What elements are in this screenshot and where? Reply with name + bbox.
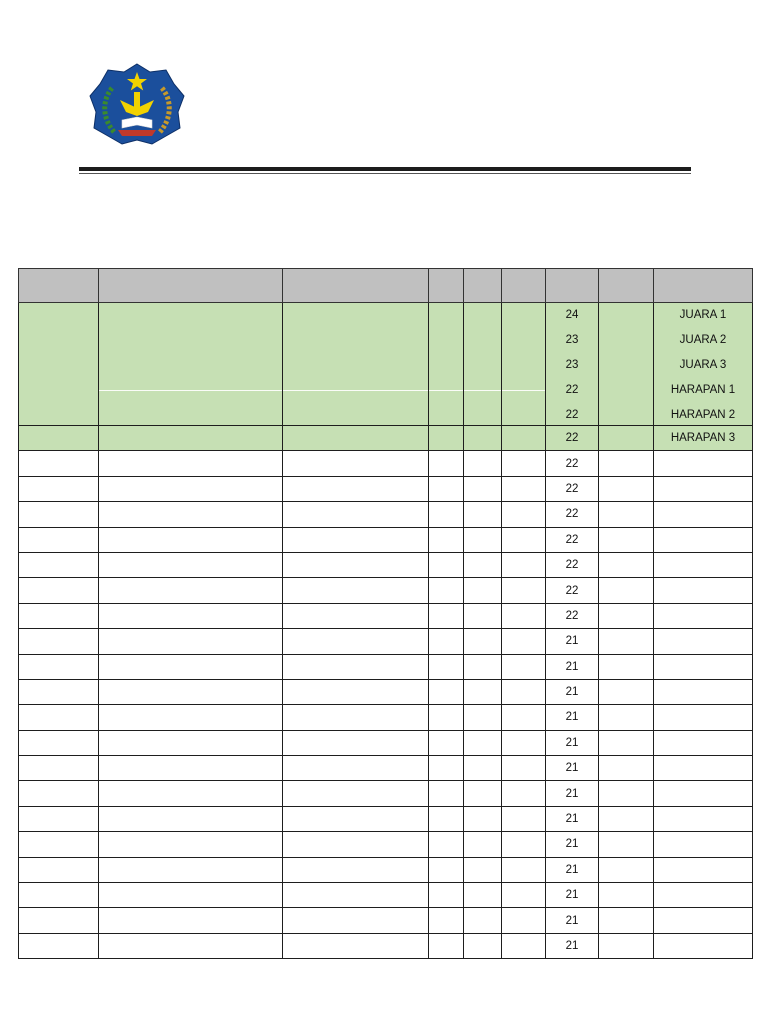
table-cell xyxy=(654,603,753,628)
table-row xyxy=(19,527,753,552)
table-cell xyxy=(464,781,502,806)
table-cell xyxy=(99,527,283,552)
table-cell xyxy=(654,730,753,755)
score-value: 21 xyxy=(546,883,599,908)
score-value: 21 xyxy=(546,730,599,755)
table-cell xyxy=(429,756,464,781)
table-cell xyxy=(99,303,283,426)
table-cell xyxy=(99,476,283,501)
table-cell xyxy=(502,502,546,527)
table-cell xyxy=(429,857,464,882)
award-stack xyxy=(654,303,753,426)
table-cell xyxy=(599,654,654,679)
score-value: 21 xyxy=(546,629,599,654)
table-cell xyxy=(19,426,99,451)
score-value: 22 xyxy=(546,578,599,603)
table-cell xyxy=(429,451,464,476)
table-cell xyxy=(654,451,753,476)
table-cell xyxy=(99,654,283,679)
table-cell xyxy=(654,883,753,908)
table-cell xyxy=(19,730,99,755)
table-cell xyxy=(654,527,753,552)
table-cell xyxy=(283,603,429,628)
table-cell xyxy=(502,552,546,577)
table-cell xyxy=(429,502,464,527)
score-value: 21 xyxy=(546,857,599,882)
table-cell xyxy=(654,908,753,933)
table-cell xyxy=(19,806,99,831)
table-cell xyxy=(99,578,283,603)
table-cell xyxy=(19,832,99,857)
table-row xyxy=(19,806,753,831)
score-stack xyxy=(546,303,599,426)
table-row xyxy=(19,933,753,958)
table-cell xyxy=(429,578,464,603)
table-cell xyxy=(19,603,99,628)
table-cell xyxy=(283,933,429,958)
table-cell xyxy=(502,629,546,654)
table-cell xyxy=(283,654,429,679)
score-value: 21 xyxy=(546,654,599,679)
score-value: 21 xyxy=(546,781,599,806)
table-cell xyxy=(19,527,99,552)
table-cell xyxy=(464,629,502,654)
table-row xyxy=(19,603,753,628)
table-cell xyxy=(654,578,753,603)
table-cell xyxy=(283,552,429,577)
table-cell xyxy=(19,857,99,882)
table-row xyxy=(19,857,753,882)
table-cell xyxy=(283,426,429,451)
table-cell xyxy=(502,857,546,882)
table-cell xyxy=(283,832,429,857)
table-cell xyxy=(429,476,464,501)
table-cell xyxy=(283,857,429,882)
table-cell xyxy=(599,552,654,577)
award-label: HARAPAN 1 xyxy=(670,384,736,396)
table-cell xyxy=(429,426,464,451)
table-cell xyxy=(464,679,502,704)
table-row xyxy=(19,781,753,806)
award-label: JUARA 2 xyxy=(679,334,727,346)
table-cell xyxy=(429,603,464,628)
table-cell xyxy=(283,781,429,806)
table-cell xyxy=(99,806,283,831)
table-cell xyxy=(464,502,502,527)
table-cell xyxy=(599,857,654,882)
table-cell xyxy=(599,908,654,933)
table-cell xyxy=(654,756,753,781)
table-cell xyxy=(599,730,654,755)
table-row xyxy=(19,502,753,527)
table-cell xyxy=(502,303,546,426)
table-cell xyxy=(283,806,429,831)
table-cell xyxy=(599,451,654,476)
table-cell xyxy=(99,933,283,958)
header-cell xyxy=(19,269,99,303)
table-cell xyxy=(429,705,464,730)
table-cell xyxy=(464,527,502,552)
table-cell xyxy=(99,552,283,577)
score-value: 22 xyxy=(546,451,599,476)
table-cell xyxy=(599,426,654,451)
header-cell xyxy=(502,269,546,303)
table-cell xyxy=(99,502,283,527)
header-rule-thin xyxy=(79,173,691,174)
table-cell xyxy=(19,705,99,730)
table-cell xyxy=(502,908,546,933)
header-cell xyxy=(546,269,599,303)
table-cell xyxy=(502,756,546,781)
table-cell xyxy=(99,451,283,476)
header-cell xyxy=(464,269,502,303)
table-cell xyxy=(502,781,546,806)
score-value: 21 xyxy=(546,908,599,933)
table-row xyxy=(19,552,753,577)
score-value: 22 xyxy=(546,502,599,527)
table-cell xyxy=(19,451,99,476)
table-cell xyxy=(283,502,429,527)
table-cell xyxy=(599,679,654,704)
table-cell xyxy=(429,552,464,577)
table-cell xyxy=(502,679,546,704)
award-label: HARAPAN 2 xyxy=(670,409,736,421)
table-cell xyxy=(464,426,502,451)
table-cell xyxy=(283,705,429,730)
table-cell xyxy=(99,705,283,730)
score-value: 21 xyxy=(546,756,599,781)
score-value: 23 xyxy=(565,359,579,371)
table-cell xyxy=(464,603,502,628)
table-cell xyxy=(464,806,502,831)
header-rule-thick xyxy=(79,167,691,171)
table-cell xyxy=(429,883,464,908)
table-cell xyxy=(464,303,502,426)
table-cell xyxy=(464,857,502,882)
table-row xyxy=(19,705,753,730)
table-row xyxy=(19,730,753,755)
emblem-torch xyxy=(134,92,140,110)
table-cell xyxy=(502,578,546,603)
table-row xyxy=(19,883,753,908)
table-cell xyxy=(99,857,283,882)
table-cell xyxy=(99,730,283,755)
table-row xyxy=(19,426,753,451)
table-cell xyxy=(19,679,99,704)
table-cell xyxy=(283,883,429,908)
table-cell xyxy=(502,527,546,552)
award-label: JUARA 3 xyxy=(679,359,727,371)
table-cell xyxy=(654,933,753,958)
table-cell xyxy=(429,908,464,933)
table-cell xyxy=(654,502,753,527)
table-cell xyxy=(283,629,429,654)
table-cell xyxy=(99,426,283,451)
table-cell xyxy=(283,578,429,603)
table-cell xyxy=(502,451,546,476)
table-cell xyxy=(19,629,99,654)
results-table xyxy=(18,268,753,959)
table-cell xyxy=(599,476,654,501)
winners-block-row xyxy=(19,303,753,426)
table-cell xyxy=(283,303,429,426)
table-cell xyxy=(283,908,429,933)
table-cell xyxy=(654,806,753,831)
table-cell xyxy=(19,756,99,781)
table-cell xyxy=(429,832,464,857)
table-cell xyxy=(464,832,502,857)
table-cell xyxy=(19,578,99,603)
table-cell xyxy=(502,883,546,908)
score-value: 21 xyxy=(546,832,599,857)
table-row xyxy=(19,832,753,857)
table-cell xyxy=(502,476,546,501)
table-header-row xyxy=(19,269,753,303)
score-value: 21 xyxy=(546,705,599,730)
score-value: 21 xyxy=(546,679,599,704)
score-value: 22 xyxy=(565,384,579,396)
table-cell xyxy=(502,730,546,755)
table-cell xyxy=(654,552,753,577)
score-value: 21 xyxy=(546,933,599,958)
table-cell xyxy=(464,883,502,908)
table-cell xyxy=(99,883,283,908)
table-cell xyxy=(654,654,753,679)
table-cell xyxy=(429,781,464,806)
table-cell xyxy=(502,705,546,730)
table-cell xyxy=(99,603,283,628)
emblem-ribbon xyxy=(118,130,156,136)
score-value: 22 xyxy=(546,527,599,552)
table-row xyxy=(19,908,753,933)
table-cell xyxy=(19,933,99,958)
table-row xyxy=(19,578,753,603)
table-cell xyxy=(283,679,429,704)
table-cell xyxy=(464,730,502,755)
table-cell xyxy=(464,451,502,476)
header-cell xyxy=(654,269,753,303)
department-emblem-icon xyxy=(88,62,186,146)
table-cell xyxy=(464,578,502,603)
score-value: 21 xyxy=(546,806,599,831)
table-cell xyxy=(99,832,283,857)
table-cell xyxy=(429,679,464,704)
award-label: HARAPAN 3 xyxy=(654,426,753,451)
table-cell xyxy=(464,552,502,577)
table-cell xyxy=(99,781,283,806)
table-row xyxy=(19,679,753,704)
table-cell xyxy=(19,552,99,577)
table-cell xyxy=(599,781,654,806)
table-cell xyxy=(502,654,546,679)
table-cell xyxy=(599,629,654,654)
table-cell xyxy=(283,476,429,501)
table-cell xyxy=(654,781,753,806)
table-cell xyxy=(429,730,464,755)
table-cell xyxy=(99,629,283,654)
table-cell xyxy=(654,629,753,654)
score-value: 22 xyxy=(565,409,579,421)
table-cell xyxy=(429,527,464,552)
table-cell xyxy=(654,857,753,882)
table-cell xyxy=(19,883,99,908)
table-row xyxy=(19,451,753,476)
table-cell xyxy=(19,781,99,806)
table-cell xyxy=(19,502,99,527)
table-cell xyxy=(429,303,464,426)
table-cell xyxy=(283,527,429,552)
table-row xyxy=(19,756,753,781)
table-cell xyxy=(464,756,502,781)
header-cell xyxy=(429,269,464,303)
header-cell xyxy=(283,269,429,303)
table-cell xyxy=(502,806,546,831)
table-cell xyxy=(464,654,502,679)
table-cell xyxy=(599,832,654,857)
score-value: 22 xyxy=(546,603,599,628)
table-cell xyxy=(19,476,99,501)
table-cell xyxy=(283,730,429,755)
table-cell xyxy=(19,908,99,933)
table-cell xyxy=(283,451,429,476)
table-cell xyxy=(502,603,546,628)
table-cell xyxy=(464,705,502,730)
table-cell xyxy=(599,883,654,908)
header-cell xyxy=(599,269,654,303)
table-cell xyxy=(599,527,654,552)
table-cell xyxy=(654,832,753,857)
table-cell xyxy=(464,476,502,501)
table-cell xyxy=(429,806,464,831)
table-cell xyxy=(429,654,464,679)
table-cell xyxy=(654,705,753,730)
table-cell xyxy=(599,603,654,628)
table-cell xyxy=(429,629,464,654)
remaining-rows xyxy=(19,451,753,959)
table-cell xyxy=(502,933,546,958)
table-cell xyxy=(599,806,654,831)
score-value: 23 xyxy=(565,334,579,346)
table-cell xyxy=(654,476,753,501)
table-cell xyxy=(283,756,429,781)
table-cell xyxy=(654,679,753,704)
table-row xyxy=(19,629,753,654)
table-cell xyxy=(19,303,99,426)
score-value: 22 xyxy=(546,426,599,451)
table-cell xyxy=(599,578,654,603)
score-value: 24 xyxy=(565,309,579,321)
award-label: JUARA 1 xyxy=(679,309,727,321)
table-row xyxy=(19,654,753,679)
table-cell xyxy=(99,908,283,933)
table-cell xyxy=(599,502,654,527)
table-cell xyxy=(99,756,283,781)
table-cell xyxy=(599,705,654,730)
table-cell xyxy=(599,303,654,426)
score-value: 22 xyxy=(546,476,599,501)
table-cell xyxy=(599,756,654,781)
score-value: 22 xyxy=(546,552,599,577)
table-cell xyxy=(464,933,502,958)
table-cell xyxy=(19,654,99,679)
table-cell xyxy=(502,832,546,857)
header-cell xyxy=(99,269,283,303)
table-cell xyxy=(464,908,502,933)
table-cell xyxy=(502,426,546,451)
table-cell xyxy=(429,933,464,958)
table-cell xyxy=(99,679,283,704)
table-row xyxy=(19,476,753,501)
table-cell xyxy=(599,933,654,958)
